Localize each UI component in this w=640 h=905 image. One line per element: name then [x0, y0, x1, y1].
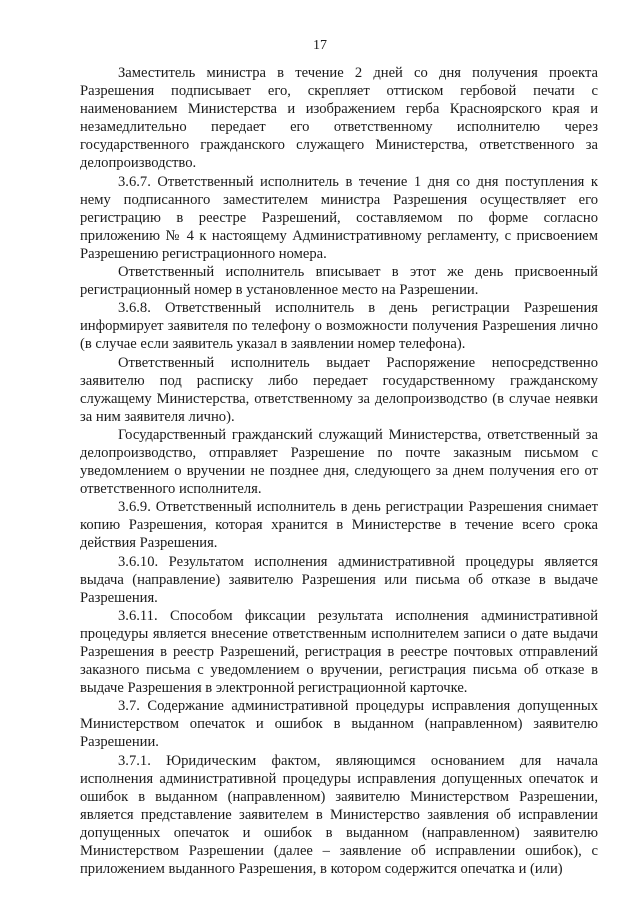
paragraph-3-6-11: 3.6.11. Способом фиксации результата исполнения административной процедуры является внесение ответственным исполнителем записи о дате выдачи Разрешения в реестр Разрешений, регистрация в реестре почтовых отправлений заказного письма с уведомлением о вручении, регистрация письма об отказе в выдаче Разрешения в электронной регистрационной карточке. — [80, 607, 598, 697]
paragraph-registration-number: Ответственный исполнитель вписывает в этот же день присвоенный регистрационный номер в установленное место на Разрешении. — [80, 264, 598, 299]
paragraph-3-7-1: 3.7.1. Юридическим фактом, являющимся основанием для начала исполнения административной процедуры исправления допущенных опечаток и ошибок в выданном (направленном) заявителю Министерством Разрешении, является представление заявителем в Министерство заявления об исправлении допущенных опечаток и ошибок в выданном (направленном) заявителю Министерством Разрешении (далее – заявление об исправлении ошибок), с приложением выданного Разрешения, в котором содержится опечатка и (или) — [80, 752, 598, 878]
paragraph-3-6-9: 3.6.9. Ответственный исполнитель в день регистрации Разрешения снимает копию Разрешения, которая хранится в Министерстве в течение всего срока действия Разрешения. — [80, 499, 598, 552]
paragraph-deputy-minister-signing: Заместитель министра в течение 2 дней со дня получения проекта Разрешения подписывает его, скрепляет оттиском гербовой печати с наименованием Министерства и изображением герба Красноярского края и незамедлительно передает его ответственному исполнителю через государственного гражданского служащего Министерства, ответственного за делопроизводство. — [80, 65, 598, 172]
document-body — [80, 64, 598, 878]
paragraph-mail-dispatch: Государственный гражданский служащий Министерства, ответственный за делопроизводство, отправляет Разрешение по почте заказным письмом с уведомлением о вручении не позднее дня, следующего за днем получения его от ответственного исполнителя. — [80, 426, 598, 498]
paragraph-issue-order: Ответственный исполнитель выдает Распоряжение непосредственно заявителю под расписку либо передает государственному гражданскому служащему Министерства, ответственному за делопроизводство (в случае неявки за ним заявителя лично). — [80, 354, 598, 425]
page-number: 17 — [313, 38, 327, 53]
paragraph-3-6-8: 3.6.8. Ответственный исполнитель в день регистрации Разрешения информирует заявителя по телефону о возможности получения Разрешения лично (в случае если заявитель указал в заявлении номер телефона). — [80, 300, 598, 353]
paragraph-3-7: 3.7. Содержание административной процедуры исправления допущенных Министерством опечаток и ошибок в выданном (направленном) заявителю Разрешении. — [80, 698, 598, 751]
paragraph-3-6-10: 3.6.10. Результатом исполнения административной процедуры является выдача (направление) заявителю Разрешения или письма об отказе в выдаче Разрешения. — [80, 553, 598, 606]
paragraph-3-6-7: 3.6.7. Ответственный исполнитель в течение 1 дня со дня поступления к нему подписанного заместителем министра Разрешения осуществляет его регистрацию в реестре Разрешений, составляемом по форме согласно приложению № 4 к настоящему Административному регламенту, с присвоением Разрешению регистрационного номера. — [80, 173, 598, 262]
